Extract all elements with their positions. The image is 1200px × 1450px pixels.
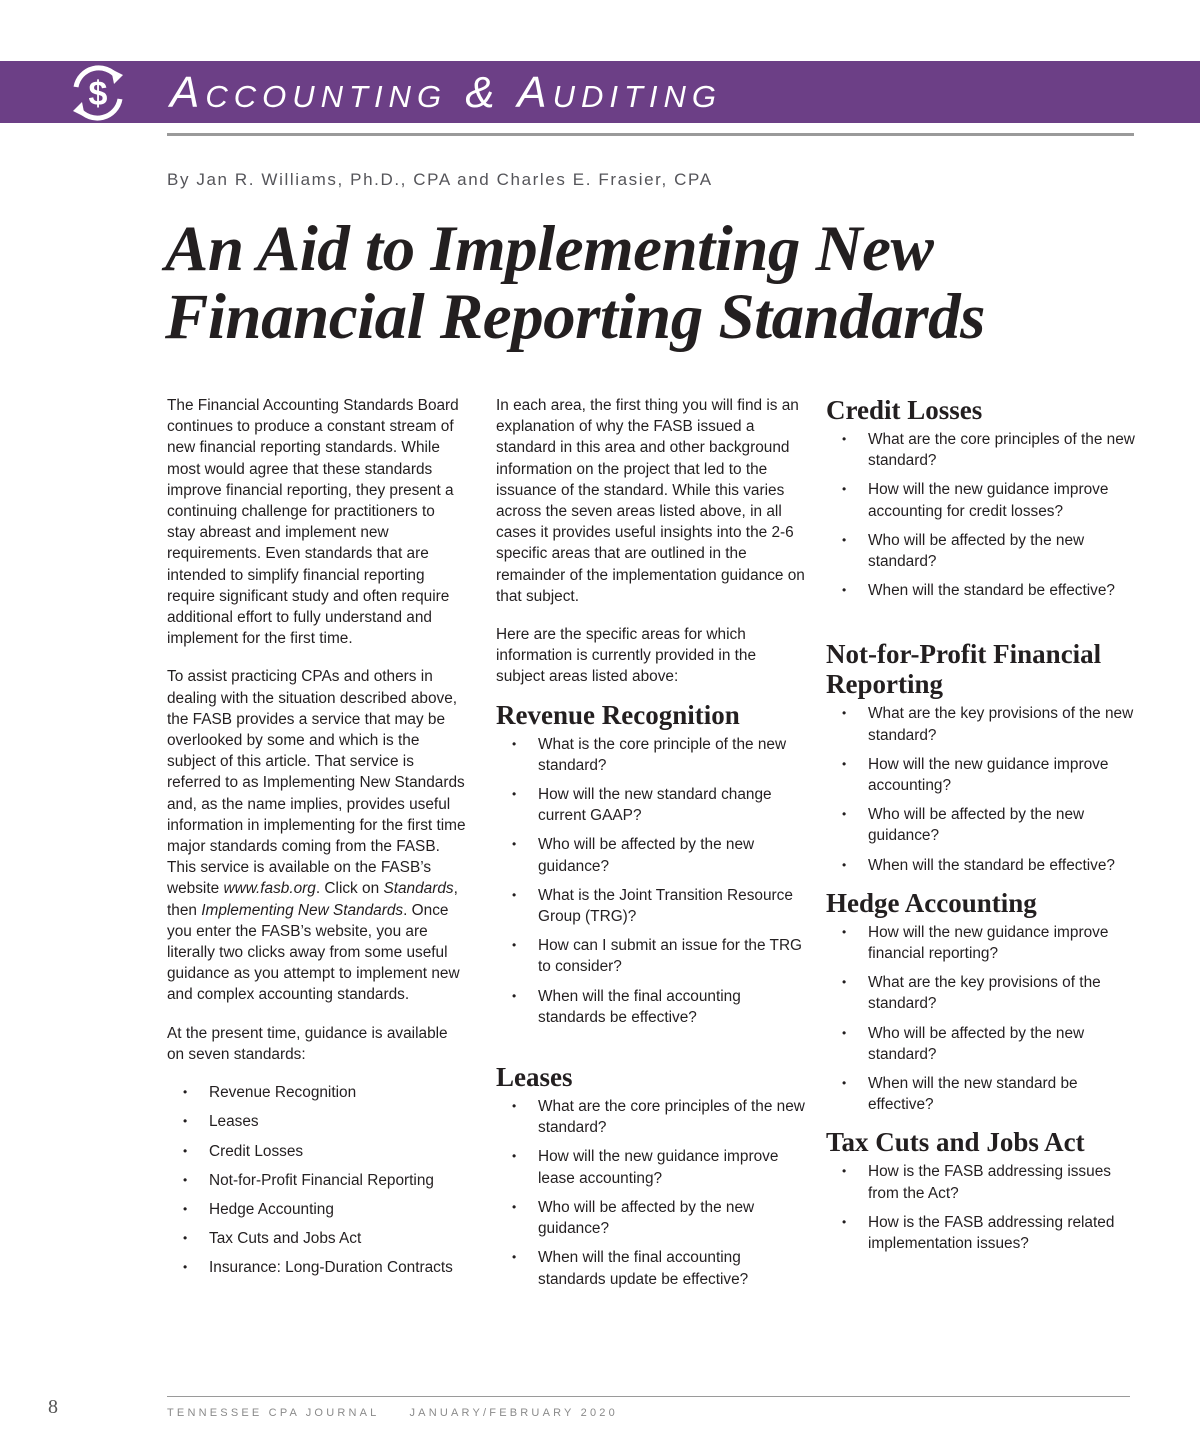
list-item: • Who will be affected by the new standard?: [826, 1023, 1136, 1065]
nfp-list: [826, 703, 1136, 875]
column-3: [826, 395, 1136, 1262]
footer-text: [167, 1407, 618, 1419]
list-item: • When will the final accounting standards update be effective?: [496, 1247, 808, 1289]
list-item: • How will the new guidance improve accounting?: [826, 754, 1136, 796]
list-item: • When will the final accounting standards be effective?: [496, 986, 808, 1028]
list-item: • How can I submit an issue for the TRG to consider?: [496, 935, 808, 977]
list-item: • Who will be affected by the new standard?: [826, 530, 1136, 572]
list-item: • What are the key provisions of the new standard?: [826, 703, 1136, 745]
article-headline: [165, 215, 1155, 351]
column-2: [496, 395, 808, 1298]
svg-text:$: $: [88, 75, 108, 113]
list-item: • Who will be affected by the new guidance?: [496, 834, 808, 876]
areas-paragraph: Here are the specific areas for which information is currently provided in the subject areas listed above:: [496, 626, 757, 686]
tax-list: [826, 1161, 1136, 1254]
service-text: . Once you enter the FASB’s website, you are literally two clicks away from some useful guidance as you attempt to implement new and complex accounting standards.: [167, 901, 460, 1004]
list-item: • What is the Joint Transition Resource Group (TRG)?: [496, 885, 808, 927]
nfp-heading: Not-for-Profit Financial Reporting: [826, 639, 1102, 700]
list-item: • What are the core principles of the new standard?: [826, 429, 1136, 471]
list-item: • Credit Losses: [167, 1141, 467, 1162]
list-item: • Revenue Recognition: [167, 1082, 467, 1103]
credit-list: [826, 429, 1136, 601]
headline-line-1: An Aid to Implementing New: [165, 213, 934, 285]
section-title: Accounting & Auditing: [170, 68, 723, 117]
list-item: • Tax Cuts and Jobs Act: [167, 1228, 467, 1249]
list-item: • What are the core principles of the new standard?: [496, 1096, 808, 1138]
credit-heading: Credit Losses: [826, 395, 983, 425]
list-item: • How will the new guidance improve lease accounting?: [496, 1146, 808, 1188]
list-item: • Hedge Accounting: [167, 1199, 467, 1220]
tax-heading: Tax Cuts and Jobs Act: [826, 1127, 1085, 1158]
explanation-paragraph: In each area, the first thing you will find is an explanation of why the FASB issued a standard in this area and other background information on the project that led to the issuance of the standard. While this varies across the seven areas listed above, in all cases it provides useful insights into the 2-6 specific areas that are outlined in the remainder of the implementation guidance on that subject.: [496, 397, 805, 605]
byline: By Jan R. Williams, Ph.D., CPA and Charles E. Frasier, CPA: [167, 170, 713, 189]
header-divider: [167, 133, 1134, 136]
dollar-exchange-icon: [62, 57, 134, 129]
leases-heading: Leases: [496, 1062, 573, 1093]
list-item: • Leases: [167, 1111, 467, 1132]
headline-line-2: Financial Reporting Standards: [165, 281, 985, 353]
standards-intro: At the present time, guidance is available on seven standards:: [167, 1024, 448, 1063]
list-item: • Who will be affected by the new guidance?: [496, 1197, 808, 1239]
service-text: . Click on: [315, 880, 384, 898]
service-text: To assist practicing CPAs and others in dealing with the situation described above, the FASB provides a service that may be overlooked by some and which is the subject of this article. That service is referred to as Implementing New Standards and, as the name implies, provides useful information in implementing for the first time major standards coming from the FASB. This service is available on the FASB’s website: [167, 668, 466, 898]
list-item: • How is the FASB addressing related implementation issues?: [826, 1212, 1136, 1254]
list-item: • When will the standard be effective?: [826, 855, 1136, 876]
footer-divider: [167, 1396, 1130, 1397]
list-item: • How will the new guidance improve financial reporting?: [826, 922, 1136, 964]
list-item: • When will the standard be effective?: [826, 580, 1136, 601]
list-item: • How is the FASB addressing issues from the Act?: [826, 1161, 1136, 1203]
list-item: • Insurance: Long-Duration Contracts: [167, 1257, 467, 1278]
fasb-website-link[interactable]: www.fasb.org: [223, 880, 316, 898]
service-text: , then: [167, 880, 458, 919]
service-paragraph: [167, 666, 467, 1005]
list-item: • What is the core principle of the new standard?: [496, 734, 808, 776]
list-item: • How will the new standard change current GAAP?: [496, 784, 808, 826]
implementing-menu-ref: Implementing New Standards: [201, 901, 404, 919]
hedge-list: [826, 922, 1136, 1116]
column-1: [167, 395, 467, 1287]
journal-name: TENNESSEE CPA JOURNAL: [167, 1407, 380, 1419]
standards-list: [167, 1082, 467, 1278]
list-item: • When will the new standard be effective?: [826, 1073, 1136, 1115]
list-item: • What are the key provisions of the standard?: [826, 972, 1136, 1014]
issue-date: JANUARY/FEBRUARY 2020: [409, 1407, 618, 1419]
page-number: 8: [48, 1396, 58, 1418]
standards-menu-ref: Standards: [383, 880, 454, 898]
hedge-heading: Hedge Accounting: [826, 887, 1037, 918]
list-item: • Not-for-Profit Financial Reporting: [167, 1170, 467, 1191]
intro-paragraph: The Financial Accounting Standards Board continues to produce a constant stream of new financial reporting standards. While most would agree that these standards improve financial reporting, they present a continuing challenge for practitioners to stay abreast and implement new requirements. Even standards that are intended to simplify financial reporting require significant study and often require additional effort to fully understand and implement for the first time.: [167, 397, 459, 648]
revenue-list: [496, 734, 808, 1028]
list-item: • How will the new guidance improve accounting for credit losses?: [826, 479, 1136, 521]
list-item: • Who will be affected by the new guidance?: [826, 804, 1136, 846]
revenue-heading: Revenue Recognition: [496, 699, 740, 730]
leases-list: [496, 1096, 808, 1290]
